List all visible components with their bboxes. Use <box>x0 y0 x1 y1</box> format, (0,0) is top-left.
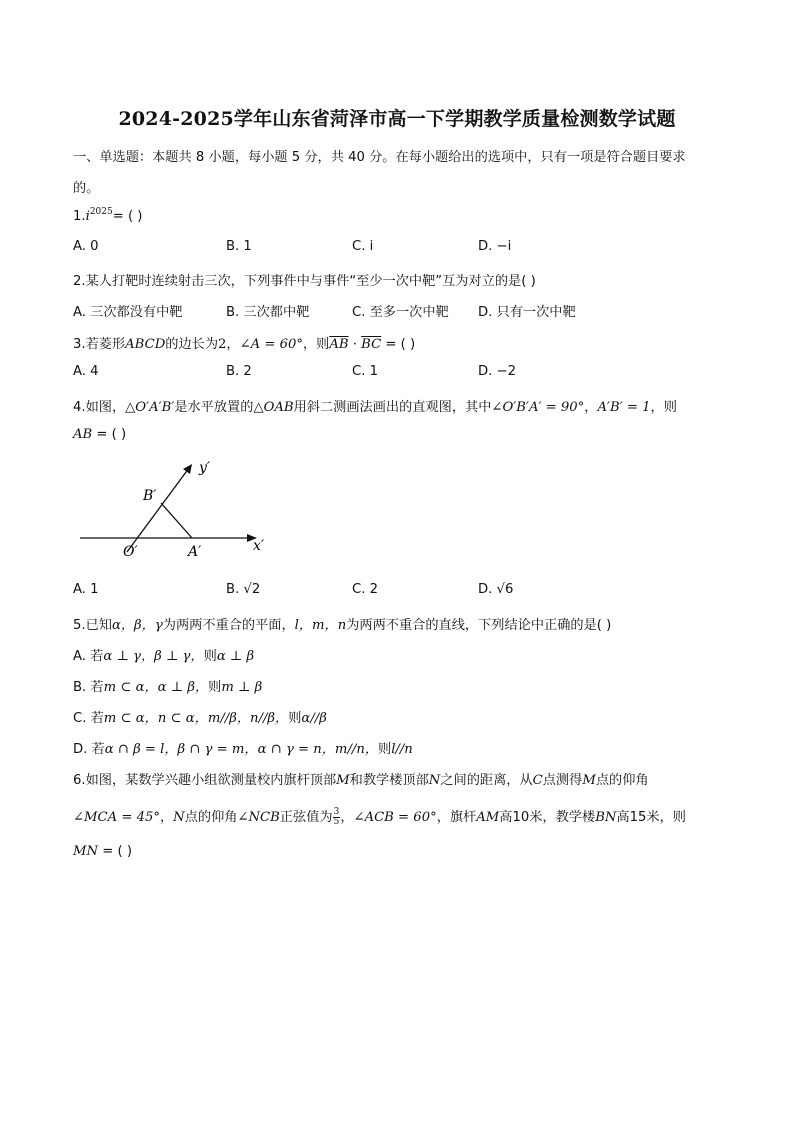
q4-option-a: A. 1 <box>73 582 99 597</box>
section-header-line1: 一、单选题：本题共 8 小题，每小题 5 分，共 40 分。在每小题给出的选项中，只有一项是符合题目要求 <box>73 150 686 165</box>
q1-option-a: A. 0 <box>73 239 99 254</box>
q5-option-c: C. 若m ⊂ α，n ⊂ α，m//β，n//β，则α//β <box>73 711 327 726</box>
point-b-label: B′ <box>143 488 157 504</box>
y-axis-arrow <box>183 464 192 474</box>
q2-option-b: B. 三次都中靶 <box>226 305 310 320</box>
q4-option-b: B. √2 <box>226 582 261 597</box>
q3-option-a: A. 4 <box>73 364 99 379</box>
q1-option-d: D. −i <box>478 239 512 254</box>
q1-option-c: C. i <box>352 239 374 254</box>
y-axis-label: y′ <box>199 460 211 476</box>
exam-title: 2024-2025学年山东省菏泽市高一下学期教学质量检测数学试题 <box>118 108 676 130</box>
point-o-label: O′ <box>123 544 138 560</box>
question-1-stem: $1.i^{2025}=$ ( ) <box>73 207 143 224</box>
point-a-label: A′ <box>188 544 202 560</box>
question-6-stem-line2: ∠MCA = 45°，N点的仰角∠NCB正弦值为 $\frac{3}{5}$ ，∠ACB = 60°，旗杆AM高10米，教学楼BN高15米，则 <box>73 806 686 827</box>
question-4-stem-line2: AB = ( ) <box>73 427 127 442</box>
q3-option-b: B. 2 <box>226 364 252 379</box>
question-2-stem: 2.某人打靶时连续射击三次，下列事件中与事件“至少一次中靶”互为对立的是( ) <box>73 274 536 289</box>
q5-option-a: A. 若α ⊥ γ，β ⊥ γ，则α ⊥ β <box>73 649 255 664</box>
q1-option-b: B. 1 <box>226 239 252 254</box>
question-4-stem-line1: 4.如图，△O′A′B′是水平放置的△OAB用斜二测画法画出的直观图，其中∠O′B′A′ = 90°，A′B′ = 1，则 <box>73 400 677 415</box>
q5-option-b: B. 若m ⊂ α，α ⊥ β，则m ⊥ β <box>73 680 263 695</box>
oblique-projection-figure <box>75 452 275 562</box>
question-6-stem-line3: MN = ( ) <box>73 844 132 859</box>
q4-option-c: C. 2 <box>352 582 378 597</box>
segment-b-a <box>161 503 192 538</box>
q2-option-a: A. 三次都没有中靶 <box>73 305 183 320</box>
x-axis-label: x′ <box>253 538 265 554</box>
y-axis-line <box>127 468 189 552</box>
section-header-line2: 的。 <box>73 181 100 196</box>
q2-option-c: C. 至多一次中靶 <box>352 305 449 320</box>
question-6-stem-line1: 6.如图，某数学兴趣小组欲测量校内旗杆顶部M和教学楼顶部N之间的距离，从C点测得M点的仰角 <box>73 773 649 788</box>
fraction-three-fifths: $\frac{3}{5}$ <box>333 806 340 827</box>
q3-option-d: D. −2 <box>478 364 516 379</box>
q3-option-c: C. 1 <box>352 364 378 379</box>
q5-option-d: D. 若α ∩ β = l，β ∩ γ = m，α ∩ γ = n，m//n，则l//n <box>73 742 413 757</box>
q2-option-d: D. 只有一次中靶 <box>478 305 576 320</box>
question-3-stem: 3.若菱形ABCD的边长为2，∠A = 60°，则$\overline{AB} \cdot \overline{BC}$ = ( ) <box>73 337 416 352</box>
q4-option-d: D. √6 <box>478 582 514 597</box>
question-5-stem: 5.已知α，β，γ为两两不重合的平面，l，m，n为两两不重合的直线，下列结论中正确的是( ) <box>73 618 612 633</box>
